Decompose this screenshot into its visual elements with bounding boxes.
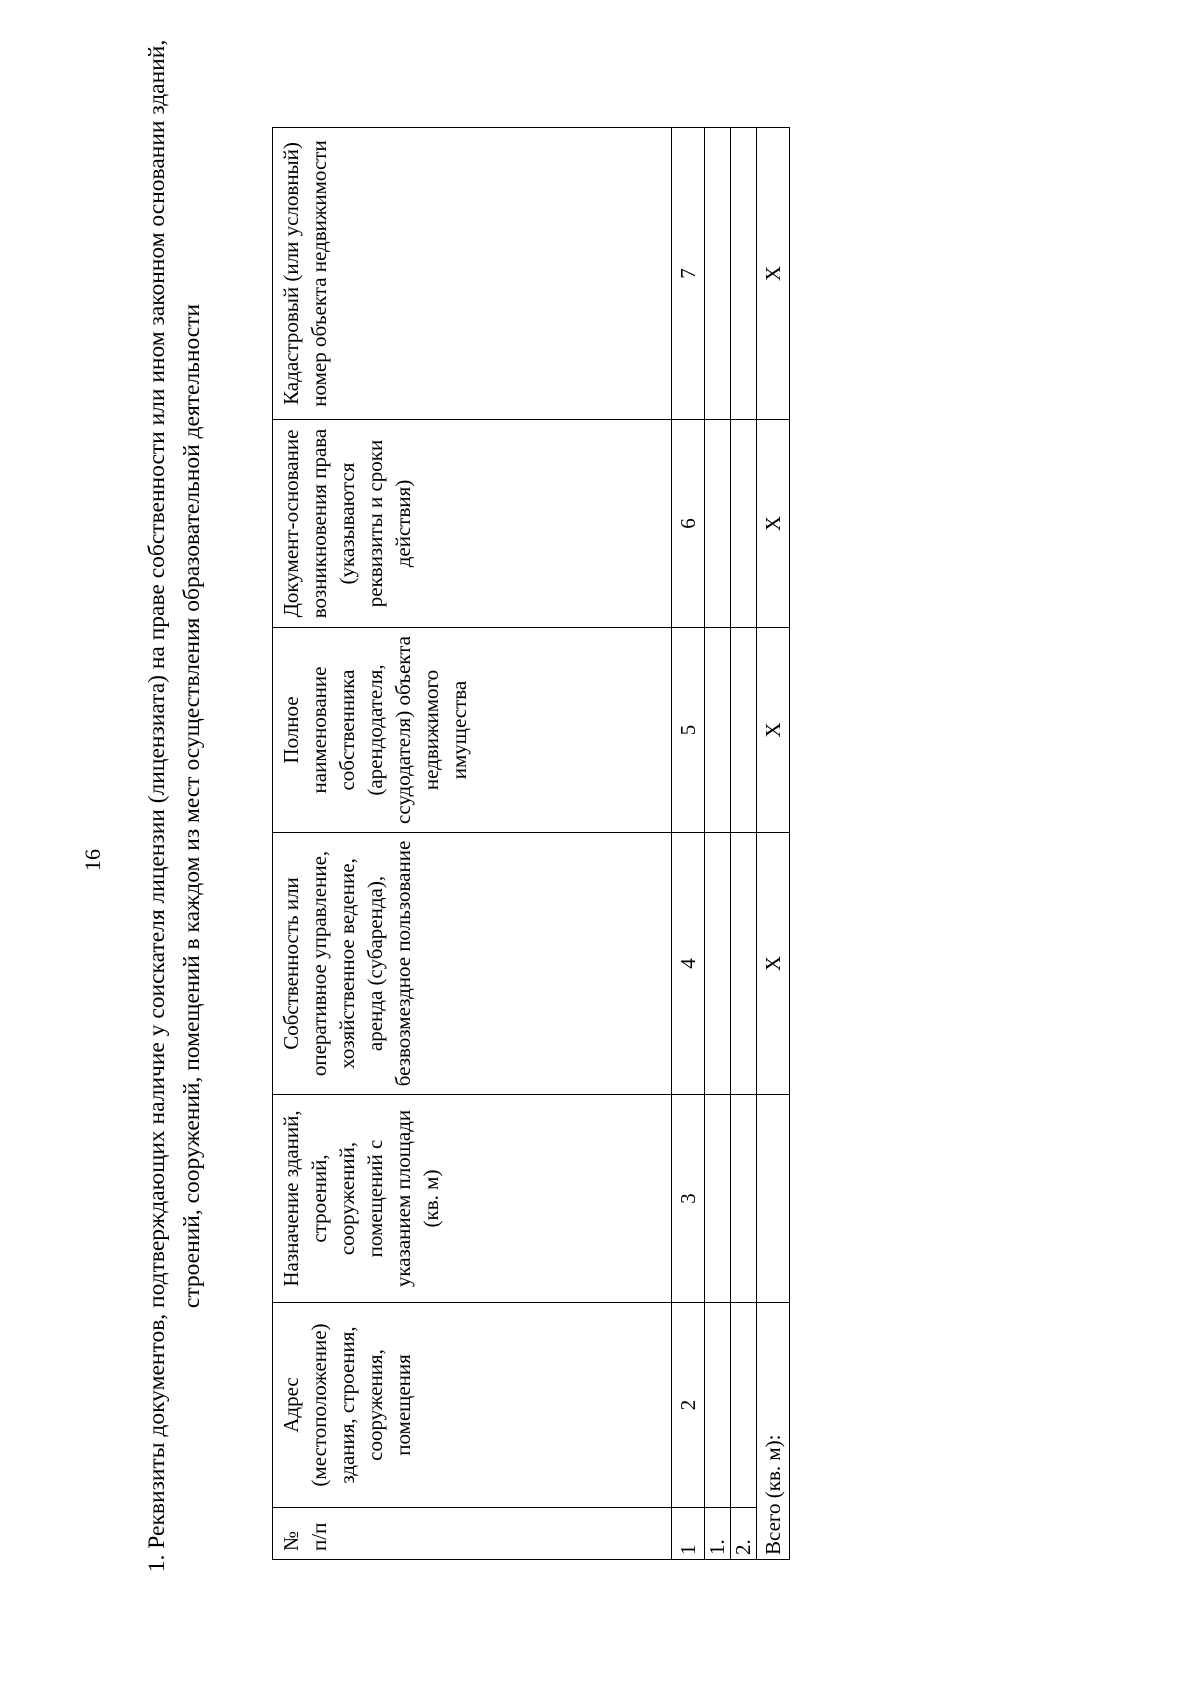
premises-table xyxy=(272,127,790,1560)
table-cell xyxy=(731,128,757,420)
column-number: 7 xyxy=(672,128,705,420)
page-number: 16 xyxy=(80,849,105,871)
total-cell: X xyxy=(757,628,790,833)
table-header-row xyxy=(273,128,672,1560)
table-cell xyxy=(705,1095,731,1303)
section-heading: 1. Реквизиты документов, подтверждающих наличие у соискателя лицензии (лицензиата) на праве собственности или ином законном основании зданий, строений, сооружений, помещений в каждом из мест осуществления образовательной деятельности xyxy=(144,39,205,1573)
table-cell xyxy=(731,1303,757,1508)
column-number: 1 xyxy=(672,1508,705,1560)
table-cell xyxy=(731,420,757,628)
column-number: 6 xyxy=(672,420,705,628)
column-number-row xyxy=(672,128,705,1560)
table-cell xyxy=(705,1303,731,1508)
column-number: 3 xyxy=(672,1095,705,1303)
row-number: 1. xyxy=(705,1508,731,1560)
header-cell-ownership: Собственность или оперативное управление, хозяйственное ведение, аренда (субаренда), безвозмездное пользование xyxy=(273,833,672,1095)
table-row xyxy=(731,128,757,1560)
column-number: 2 xyxy=(672,1303,705,1508)
table-cell xyxy=(705,628,731,833)
total-cell: X xyxy=(757,128,790,420)
table-cell xyxy=(705,833,731,1095)
header-cell-address: Адрес (местоположение) здания, строения, сооружения, помещения xyxy=(273,1303,672,1508)
table-cell xyxy=(731,628,757,833)
header-cell-cadastral-number: Кадастровый (или условный) номер объекта недвижимости xyxy=(273,128,672,420)
header-cell-title-document: Документ-основание возникновения права (указываются реквизиты и сроки действия) xyxy=(273,420,672,628)
table-cell xyxy=(731,1095,757,1303)
column-number: 4 xyxy=(672,833,705,1095)
total-cell: X xyxy=(757,833,790,1095)
header-cell-number: № п/п xyxy=(273,1508,672,1560)
total-cell: X xyxy=(757,420,790,628)
table-row xyxy=(705,128,731,1560)
total-cell xyxy=(757,1095,790,1303)
header-cell-owner-name: Полное наименование собственника (арендодателя, ссудодателя) объекта недвижимого имущества xyxy=(273,628,672,833)
column-number: 5 xyxy=(672,628,705,833)
table-cell xyxy=(705,128,731,420)
header-cell-purpose: Назначение зданий, строений, сооружений, помещений с указанием площади (кв. м) xyxy=(273,1095,672,1303)
table-cell xyxy=(705,420,731,628)
table-cell xyxy=(731,833,757,1095)
row-number: 2. xyxy=(731,1508,757,1560)
total-row xyxy=(757,128,790,1560)
total-label: Всего (кв. м): xyxy=(757,1303,790,1560)
